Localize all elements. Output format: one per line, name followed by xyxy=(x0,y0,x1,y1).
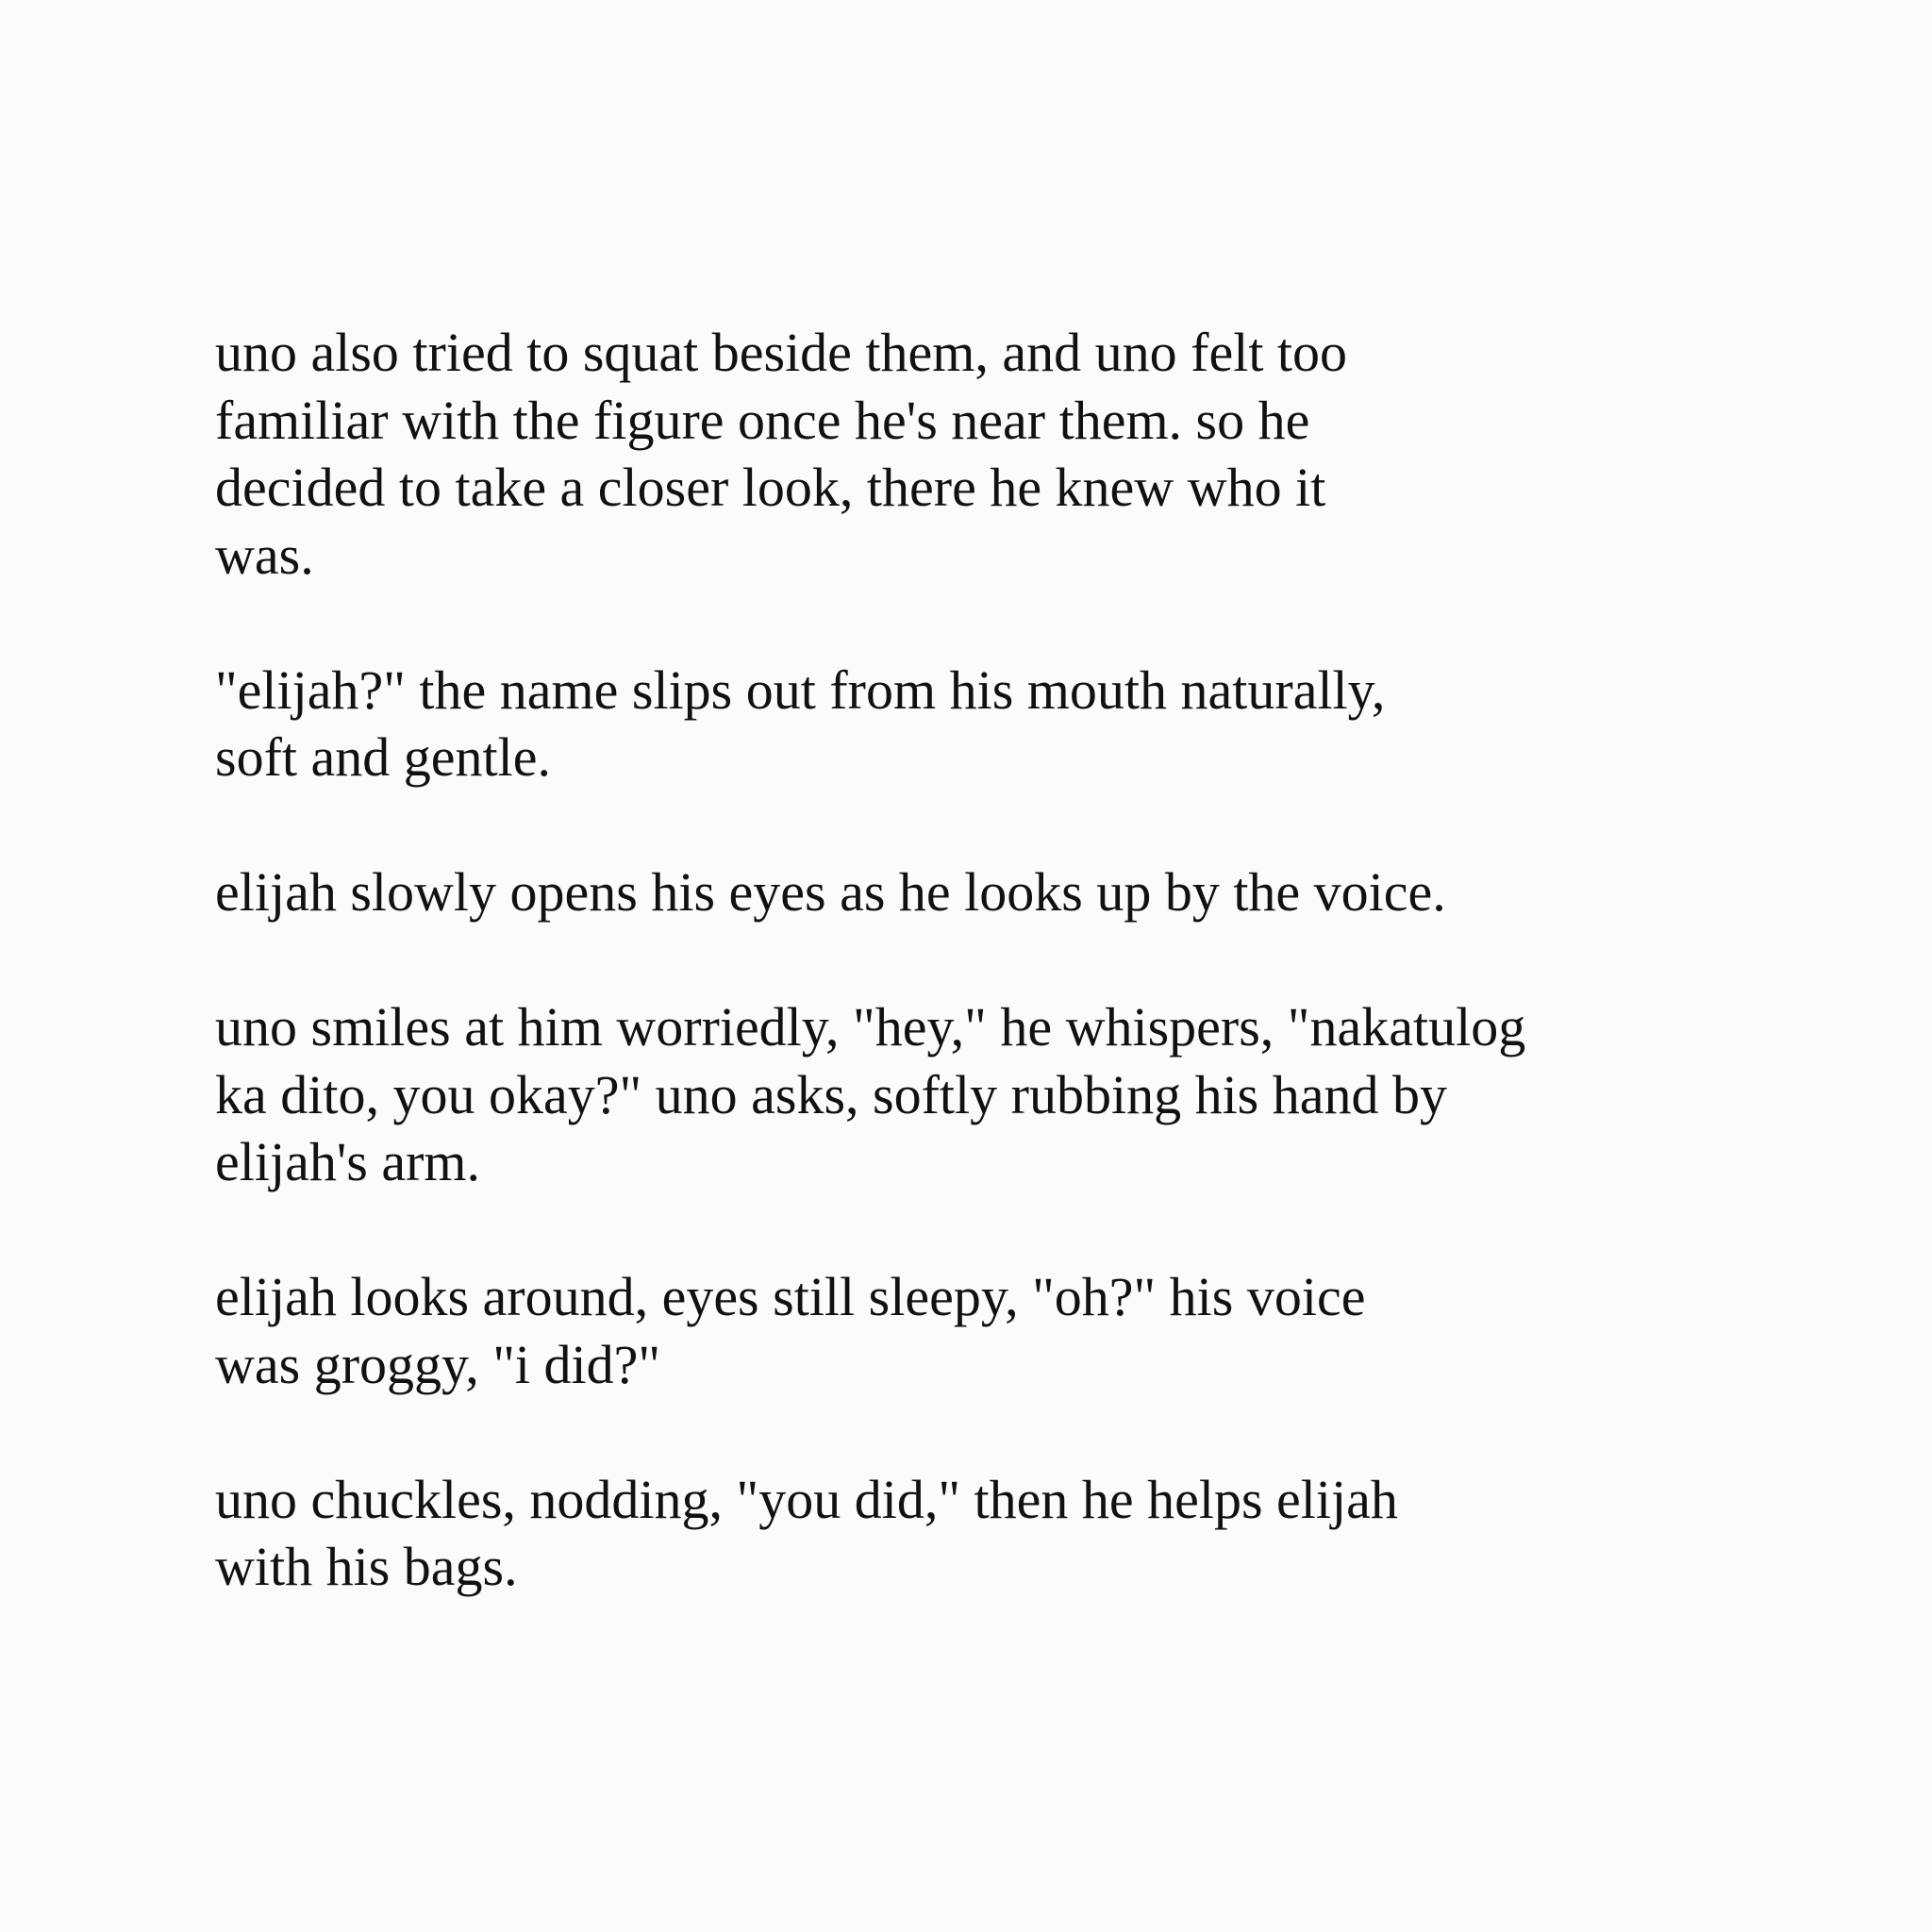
story-text xyxy=(215,319,1743,1668)
text-line: uno also tried to squat beside them, and uno felt too xyxy=(215,322,1348,383)
paragraph xyxy=(215,1466,1743,1601)
text-line: uno chuckles, nodding, "you did," then he helps elijah xyxy=(215,1468,1398,1530)
text-line: "elijah?" the name slips out from his mouth naturally, xyxy=(215,658,1386,721)
text-line: familiar with the figure once he's near them. so he xyxy=(215,389,1310,451)
text-line: ka dito, you okay?" uno asks, softly rubbing his hand by xyxy=(215,1063,1447,1125)
text-line: was groggy, "i did?" xyxy=(215,1333,661,1395)
text-line: soft and gentle. xyxy=(215,726,551,788)
text-line: elijah's arm. xyxy=(215,1131,481,1192)
text-line: decided to take a closer look, there he knew who it xyxy=(215,457,1326,518)
text-line: with his bags. xyxy=(215,1536,518,1597)
text-line: elijah slowly opens his eyes as he looks up by the voice. xyxy=(215,861,1446,923)
paragraph xyxy=(215,858,1743,926)
paragraph xyxy=(215,319,1743,589)
text-line: elijah looks around, eyes still sleepy, "oh?" his voice xyxy=(215,1266,1366,1327)
text-line: uno smiles at him worriedly, "hey," he whispers, "nakatulog xyxy=(215,996,1526,1058)
text-line: was. xyxy=(215,524,314,586)
paragraph xyxy=(215,993,1743,1196)
paragraph xyxy=(215,657,1743,791)
paragraph xyxy=(215,1263,1743,1398)
